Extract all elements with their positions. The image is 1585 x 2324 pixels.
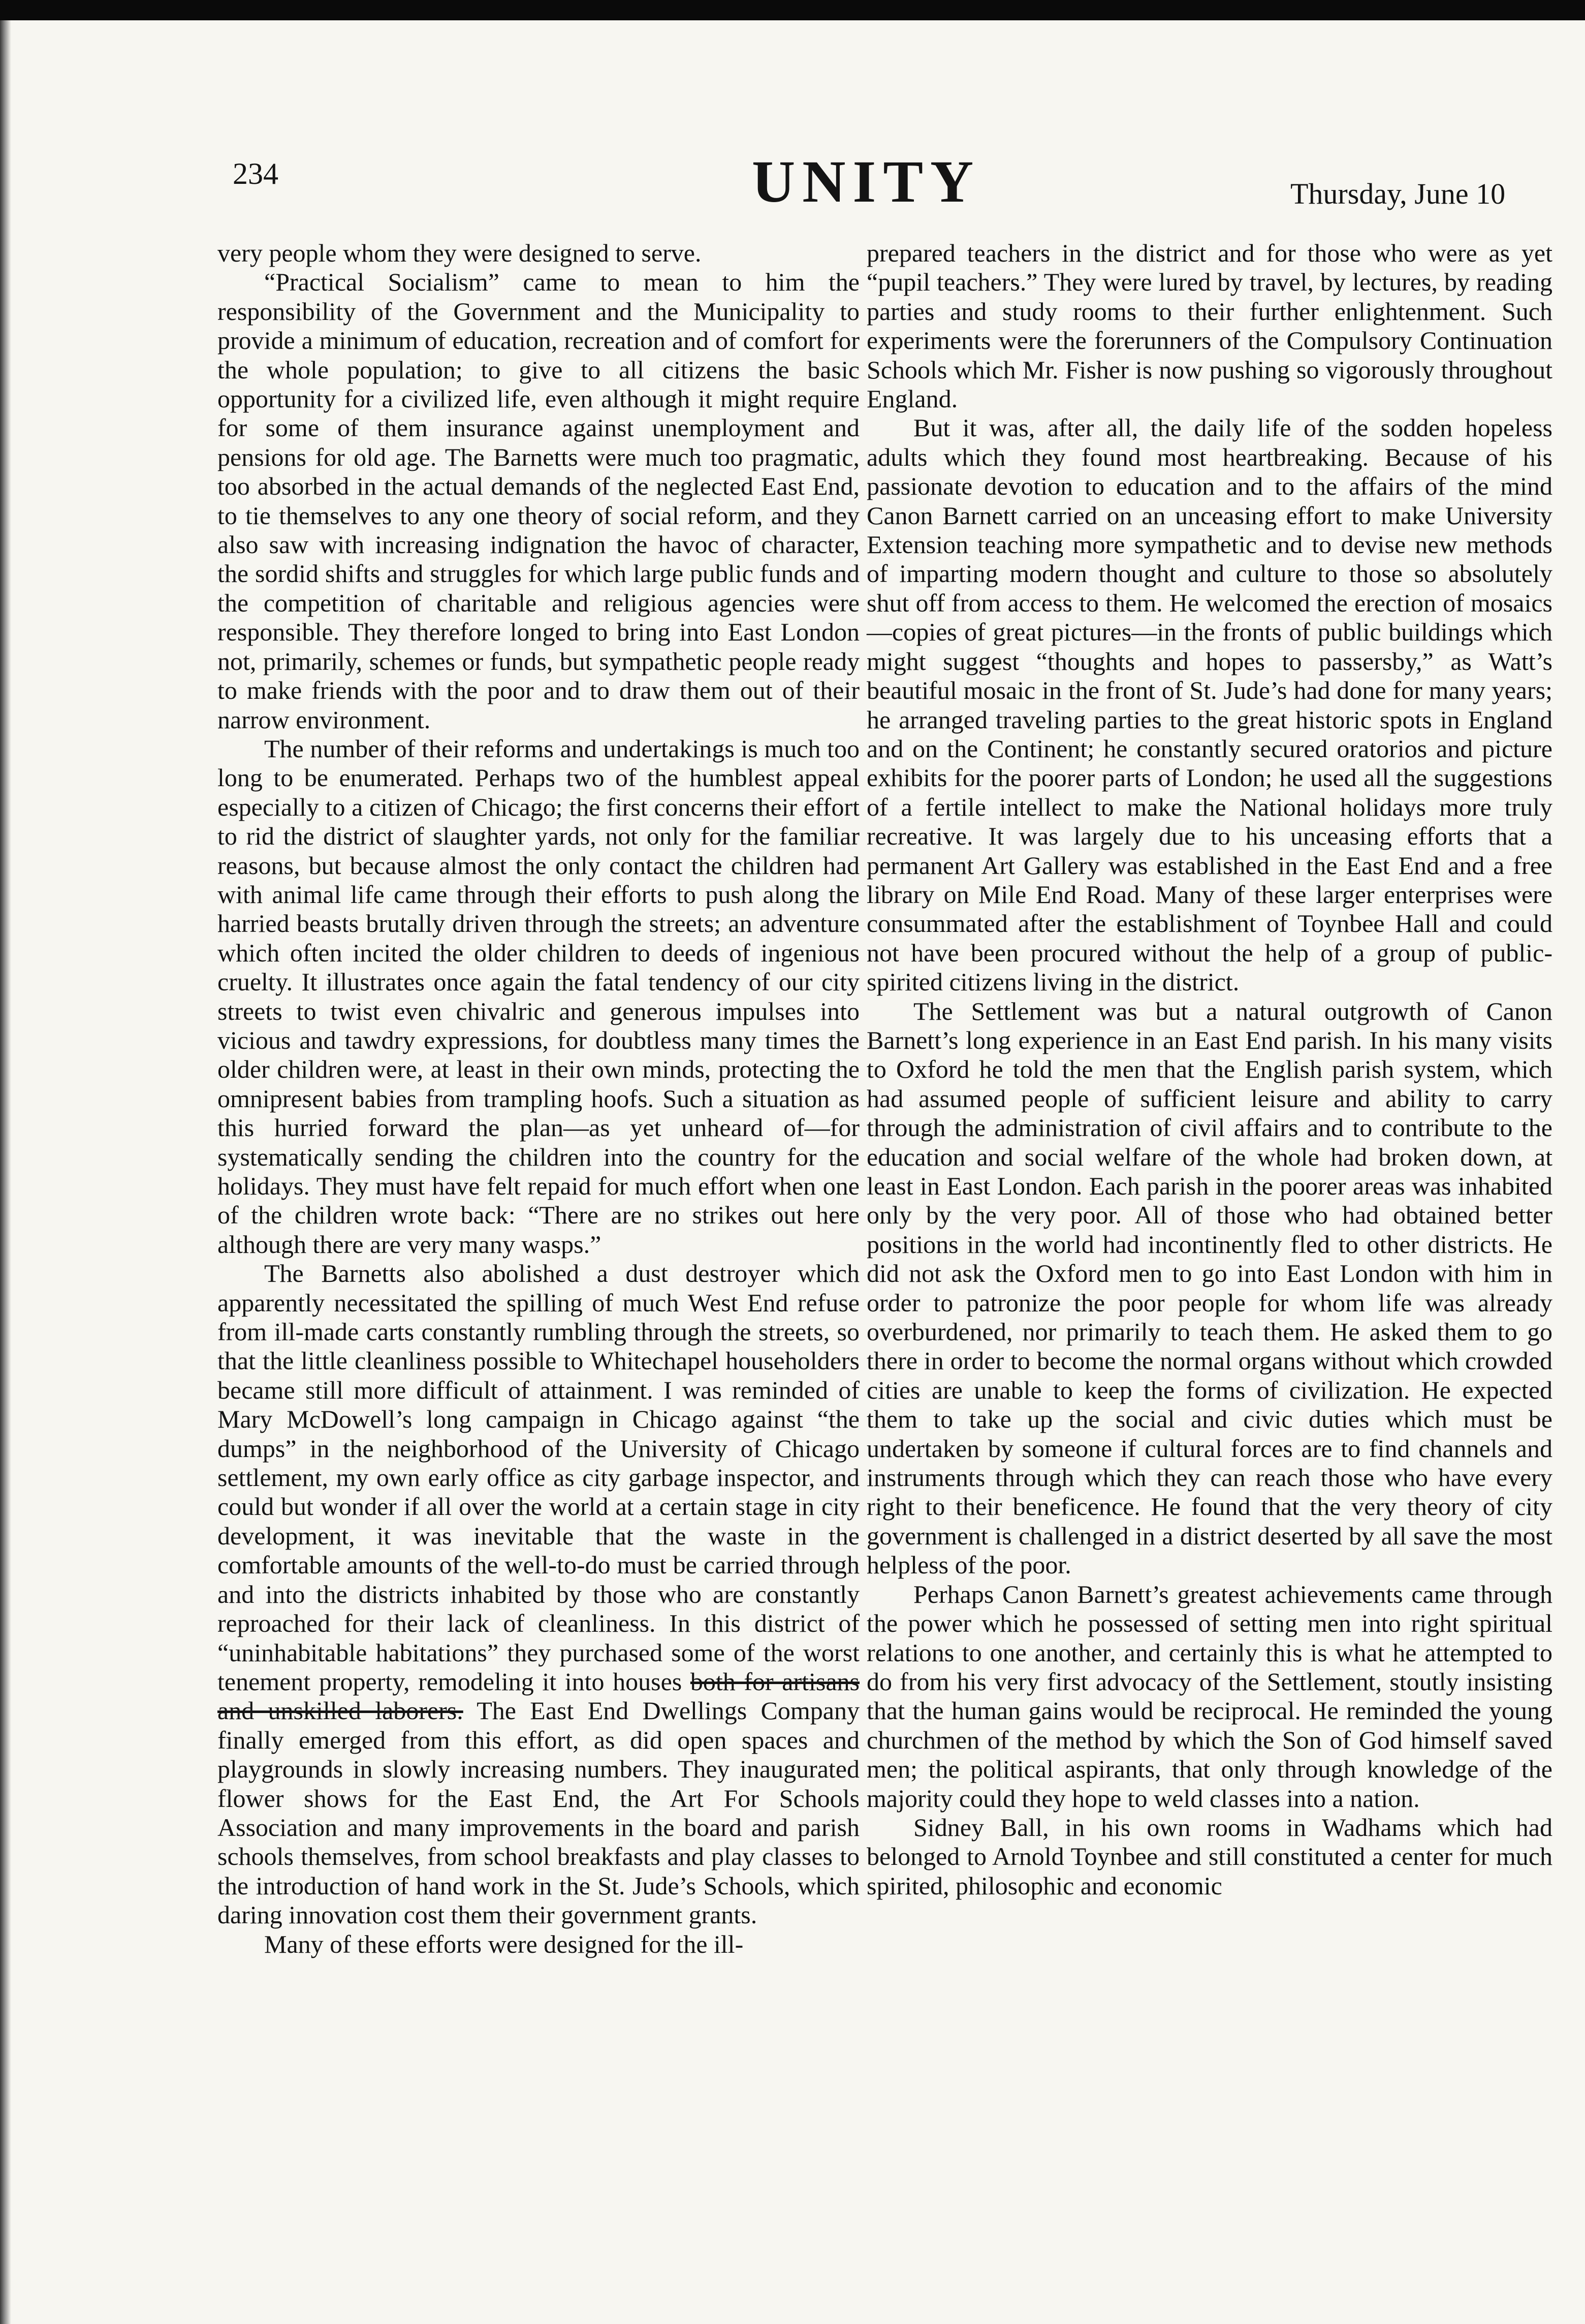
paragraph: “Practical Socialism” came to mean to him the responsibility of the Government and the Municipality to provide a minimum of education, recreation and of comfort for the whole population; to give to all citizens the basic opportunity for a civilized life, even although it might require for some of them insurance against unemployment and pensions for old age. The Barnetts were much too pragmatic, too absorbed in the actual demands of the neglected East End, to tie themselves to any one theory of social reform, and they also saw with increasing indignation the havoc of character, the sordid shifts and struggles for which large public funds and the competition of charitable and religious agencies were responsible. They therefore longed to bring into East London not, primarily, schemes or funds, but sympathetic people ready to make friends with the poor and to draw them out of their narrow environment.	[217, 268, 860, 734]
right-column	[867, 239, 1552, 1900]
paragraph: very people whom they were designed to serve.	[217, 239, 702, 267]
paragraph: Many of these efforts were designed for the ill-	[264, 1929, 744, 1958]
scan-top-border	[0, 0, 1585, 20]
paragraph	[217, 1259, 860, 1929]
scan-left-edge	[0, 20, 11, 2324]
paragraph: Perhaps Canon Barnett’s greatest achievements came through the power which he possessed of setting men into right spiritual relations to one another, and certainly this is what he attempted to do from his very first advocacy of the Settlement, stoutly insisting that the human gains would be reciprocal. He reminded the young churchmen of the method by which the Son of God himself saved men; the political aspirants, that only through knowledge of the majority could they hope to weld classes into a nation.	[867, 1579, 1552, 1813]
paragraph: The Settlement was but a natural outgrowth of Canon Barnett’s long experience in an East End parish. In his many visits to Oxford he told the men that the English parish system, which had assumed people of sufficient leisure and ability to carry through the administration of civil affairs and to contribute to the education and social welfare of the whole had broken down, at least in East London. Each parish in the poorer areas was inhabited only by the very poor. All of those who had obtained better positions in the world had incontinently fled to other districts. He did not ask the Oxford men to go into East London with him in order to patronize the poor people for whom life was already overburdened, nor primarily to teach them. He asked them to go there in order to become the normal organs without which crowded cities are unable to keep the forms of civilization. He expected them to take up the social and civic duties which must be undertaken by someone if cultural forces are to find channels and instruments through which they can reach those who have every right to their beneficence. He found that the very theory of city government is challenged in a district deserted by all save the most helpless of the poor.	[867, 996, 1552, 1579]
paragraph: prepared teachers in the district and for those who were as yet “pupil teachers.” They were lured by travel, by lectures, by reading parties and study rooms to their further enlightenment. Such experiments were the forerunners of the Compulsory Continuation Schools which Mr. Fisher is now pushing so vigorously throughout England.	[867, 239, 1552, 413]
paragraph: But it was, after all, the daily life of the sodden hopeless adults which they found most heartbreaking. Because of his passionate devotion to education and to the affairs of the mind Canon Barnett carried on an unceasing effort to make University Extension teaching more sympathetic and to devise new methods of imparting modern thought and culture to those so absolutely shut off from access to them. He welcomed the erection of mosaics—copies of great pictures—in the fronts of public buildings which might suggest “thoughts and hopes to passersby,” as Watt’s beautiful mosaic in the front of St. Jude’s had done for many years; he arranged traveling parties to the great historic spots in England and on the Continent; he constantly secured oratorios and picture exhibits for the poorer parts of London; he used all the suggestions of a fertile intellect to make the National holidays more truly recreative. It was largely due to his unceasing efforts that a permanent Art Gallery was established in the East End and a free library on Mile End Road. Many of these larger enterprises were consummated after the establishment of Toynbee Hall and could not have been procured without the help of a group of public-spirited citizens living in the district.	[867, 413, 1552, 996]
struck-text: both for artisans and unskilled laborers.	[217, 1667, 860, 1725]
paragraph-text: The Barnetts also abolished a dust destroyer which apparently necessitated the spilling of much West End refuse from ill-made carts constantly rumbling through the streets, so that the little cleanliness possible to Whitechapel householders became still more difficult of attainment. I was reminded of Mary McDowell’s long campaign in Chicago against “the dumps” in the neighborhood of the University of Chicago settlement, my own early office as city garbage inspector, and could but wonder if all over the world at a certain stage in city development, it was inevitable that the waste in the comfortable amounts of the well-to-do must be carried through and into the districts inhabited by those who are constantly reproached for their lack of cleanliness. In this district of “uninhabitable habitations” they purchased some of the worst tenement property, remodeling it into houses	[217, 1259, 860, 1696]
issue-date: Thursday, June 10	[1290, 177, 1506, 210]
page-number: 234	[233, 157, 278, 190]
paragraph: Sidney Ball, in his own rooms in Wadhams which had belonged to Arnold Toynbee and still constituted a center for much spirited, philosophic and economic	[867, 1813, 1552, 1900]
left-column	[217, 239, 860, 1959]
paragraph: The number of their reforms and undertakings is much too long to be enumerated. Perhaps two of the humblest appeal especially to a citizen of Chicago; the first concerns their effort to rid the district of slaughter yards, not only for the familiar reasons, but because almost the only contact the children had with animal life came through their efforts to push along the harried beasts brutally driven through the streets; an adventure which often incited the older children to deeds of ingenious cruelty. It illustrates once again the fatal tendency of our city streets to twist even chivalric and generous impulses into vicious and tawdry expressions, for doubtless many times the older children were, at least in their own minds, protecting the omnipresent babies from trampling hoofs. Such a situation as this hurried forward the plan—as yet unheard of—for systematically sending the children into the country for the holidays. They must have felt repaid for much effort when one of the children wrote back: “There are no strikes out here although there are very many wasps.”	[217, 734, 860, 1258]
paragraph-text: The East End Dwellings Company finally emerged from this effort, as did open spaces and playgrounds in slowly increasing numbers. They inaugurated flower shows for the East End, the Art For Schools Association and many improvements in the board and parish schools themselves, from school breakfasts and play classes to the introduction of hand work in the St. Jude’s Schools, which daring innovation cost them their government grants.	[217, 1696, 860, 1929]
masthead-title: UNITY	[752, 148, 981, 215]
